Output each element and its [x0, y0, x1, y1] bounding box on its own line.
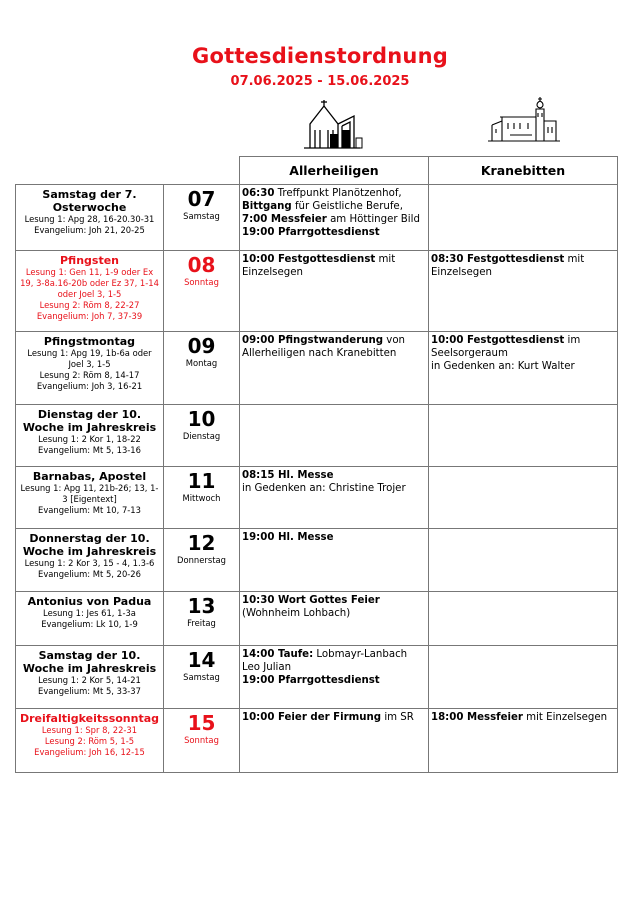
schedule-row [16, 592, 618, 646]
liturgy-cell [16, 185, 164, 251]
day-cell [164, 592, 240, 646]
event-highlight: 7:00 Messfeier [242, 214, 327, 225]
weekday: Sonntag [184, 277, 219, 287]
allerheiligen-cell [240, 185, 429, 251]
event-highlight: 08:30 Festgottesdienst [431, 254, 565, 265]
feast-name: Antonius von Padua [27, 595, 152, 608]
event-text: im Seelsorgeraum [431, 335, 581, 359]
day-number: 15 [187, 711, 216, 735]
reading-line: Lesung 1: Apg 28, 16-20.30-31 [24, 214, 155, 224]
event-line [242, 607, 426, 620]
schedule-row [16, 646, 618, 709]
liturgy-cell [16, 405, 164, 467]
schedule-table [15, 156, 618, 773]
reading-line: Lesung 1: 2 Kor 3, 15 - 4, 1.3-6 [24, 558, 155, 568]
reading-line: Lesung 2: Röm 8, 22-27 [39, 300, 140, 310]
feast-name: Samstag der 7. Osterwoche [42, 188, 137, 214]
allerheiligen-cell [240, 529, 429, 592]
event-text: am Höttinger Bild [326, 214, 420, 225]
reading-line: Evangelium: Joh 21, 20-25 [34, 225, 145, 235]
day-cell [164, 646, 240, 709]
liturgy-cell [16, 709, 164, 773]
day-number: 08 [187, 253, 216, 277]
event-highlight: 19:00 Pfarrgottesdienst [242, 227, 380, 238]
kranebitten-cell [429, 709, 618, 773]
reading-line: Evangelium: Mt 5, 20-26 [38, 569, 141, 579]
event-line [242, 253, 426, 279]
event-text: Treffpunkt Planötzenhof, [274, 188, 402, 199]
day-cell [164, 251, 240, 332]
weekday: Mittwoch [182, 493, 221, 503]
day-number: 07 [187, 187, 216, 211]
event-highlight: 10:00 Festgottesdienst [431, 335, 565, 346]
feast-name: Dienstag der 10. Woche im Jahreskreis [22, 408, 157, 434]
feast-name: Samstag der 10. Woche im Jahreskreis [22, 649, 157, 675]
liturgy-cell [16, 592, 164, 646]
schedule-row [16, 332, 618, 405]
event-line [242, 711, 426, 724]
event-highlight: 10:00 Feier der Firmung [242, 712, 382, 723]
event-highlight: 19:00 Hl. Messe [242, 532, 334, 543]
liturgy-cell [16, 529, 164, 592]
event-line [242, 334, 426, 360]
kranebitten-cell [429, 592, 618, 646]
weekday: Montag [185, 358, 218, 368]
day-number: 12 [187, 531, 216, 555]
event-text: Lobmayr-Lanbach Leo Julian [242, 649, 408, 673]
weekday: Dienstag [182, 431, 221, 441]
day-cell [164, 467, 240, 529]
allerheiligen-cell [240, 592, 429, 646]
weekday: Samstag [183, 211, 220, 221]
reading-line: Evangelium: Joh 7, 37-39 [36, 311, 143, 321]
reading-line: Lesung 2: Röm 5, 1-5 [44, 736, 135, 746]
schedule-row [16, 251, 618, 332]
allerheiligen-cell [240, 251, 429, 332]
reading-line: Evangelium: Mt 5, 13-16 [38, 445, 141, 455]
event-text: für Geistliche Berufe, [291, 201, 403, 212]
event-highlight: 06:30 [242, 188, 275, 199]
schedule-row [16, 529, 618, 592]
event-line [242, 482, 426, 495]
page-title: Gottesdienstordnung [192, 44, 448, 68]
reading-line: Lesung 2: Röm 8, 14-17 [39, 370, 140, 380]
feast-name: Donnerstag der 10. Woche im Jahreskreis [22, 532, 157, 558]
liturgy-cell [16, 646, 164, 709]
allerheiligen-church-icon [304, 100, 364, 152]
reading-line: Evangelium: Mt 5, 33-37 [38, 686, 141, 696]
feast-name: Dreifaltigkeitssonntag [19, 712, 160, 725]
kranebitten-cell [429, 332, 618, 405]
day-cell [164, 529, 240, 592]
day-number: 09 [187, 334, 216, 358]
event-line [242, 531, 426, 544]
kranebitten-cell [429, 467, 618, 529]
event-text: in Gedenken an: Christine Trojer [242, 483, 406, 494]
event-text: von Allerheiligen nach Kranebitten [242, 335, 406, 359]
event-text: mit Einzelsegen [522, 712, 608, 723]
event-line [242, 594, 426, 607]
header-spacer [16, 157, 240, 185]
reading-line: Lesung 1: Jes 61, 1-3a [43, 608, 136, 618]
day-number: 14 [187, 648, 216, 672]
allerheiligen-cell [240, 709, 429, 773]
allerheiligen-cell [240, 405, 429, 467]
event-highlight: 19:00 Pfarrgottesdienst [242, 675, 380, 686]
event-line [431, 360, 615, 373]
day-number: 11 [187, 469, 216, 493]
day-cell [164, 332, 240, 405]
reading-line: Lesung 1: Spr 8, 22-31 [41, 725, 138, 735]
liturgy-cell [16, 467, 164, 529]
day-cell [164, 185, 240, 251]
weekday: Samstag [183, 672, 220, 682]
schedule-row [16, 405, 618, 467]
liturgy-cell [16, 332, 164, 405]
reading-line: Evangelium: Joh 16, 12-15 [34, 747, 145, 757]
event-text: (Wohnheim Lohbach) [242, 608, 351, 619]
date-range: 07.06.2025 - 15.06.2025 [230, 74, 410, 89]
day-number: 10 [187, 407, 216, 431]
kranebitten-cell [429, 529, 618, 592]
day-cell [164, 709, 240, 773]
liturgy-cell [16, 251, 164, 332]
event-highlight: 14:00 Taufe: [242, 649, 314, 660]
event-line [431, 711, 615, 724]
kranebitten-cell [429, 646, 618, 709]
column-header-kranebitten: Kranebitten [429, 157, 618, 185]
reading-line: Lesung 1: Apg 11, 21b-26; 13, 1-3 [Eigentext] [20, 483, 159, 504]
column-header-allerheiligen: Allerheiligen [240, 157, 429, 185]
event-text: im SR [381, 712, 414, 723]
event-line [242, 226, 426, 239]
event-highlight: Bittgang [242, 201, 292, 212]
schedule-row [16, 185, 618, 251]
event-line [242, 469, 426, 482]
weekday: Sonntag [184, 735, 219, 745]
schedule-row [16, 467, 618, 529]
event-text: mit Einzelsegen [242, 254, 396, 278]
allerheiligen-cell [240, 332, 429, 405]
event-highlight: 09:00 Pfingstwanderung [242, 335, 384, 346]
event-highlight: 08:15 Hl. Messe [242, 470, 334, 481]
allerheiligen-cell [240, 467, 429, 529]
event-line [242, 187, 426, 226]
kranebitten-cell [429, 405, 618, 467]
kranebitten-cell [429, 185, 618, 251]
event-highlight: 10:30 Wort Gottes Feier [242, 595, 380, 606]
reading-line: Lesung 1: Gen 11, 1-9 oder Ex 19, 3-8a.16-20b oder Ez 37, 1-14 oder Joel 3, 1-5 [20, 267, 159, 299]
reading-line: Lesung 1: 2 Kor 1, 18-22 [38, 434, 141, 444]
event-text: mit Einzelsegen [431, 254, 585, 278]
feast-name: Barnabas, Apostel [32, 470, 147, 483]
feast-name: Pfingsten [59, 254, 120, 267]
reading-line: Evangelium: Joh 3, 16-21 [36, 381, 143, 391]
kranebitten-church-icon [488, 95, 560, 151]
day-number: 13 [187, 594, 216, 618]
event-highlight: 10:00 Festgottesdienst [242, 254, 376, 265]
schedule-row [16, 709, 618, 773]
event-line [242, 648, 426, 674]
day-cell [164, 405, 240, 467]
event-line [242, 674, 426, 687]
reading-line: Evangelium: Mt 10, 7-13 [38, 505, 141, 515]
kranebitten-cell [429, 251, 618, 332]
reading-line: Lesung 1: Apg 19, 1b-6a oder Joel 3, 1-5 [27, 348, 152, 369]
feast-name: Pfingstmontag [43, 335, 136, 348]
event-highlight: 18:00 Messfeier [431, 712, 523, 723]
weekday: Freitag [187, 618, 216, 628]
event-line [431, 334, 615, 360]
event-line [431, 253, 615, 279]
event-text: in Gedenken an: Kurt Walter [431, 361, 575, 372]
weekday: Donnerstag [177, 555, 226, 565]
reading-line: Evangelium: Lk 10, 1-9 [41, 619, 138, 629]
reading-line: Lesung 1: 2 Kor 5, 14-21 [38, 675, 141, 685]
allerheiligen-cell [240, 646, 429, 709]
